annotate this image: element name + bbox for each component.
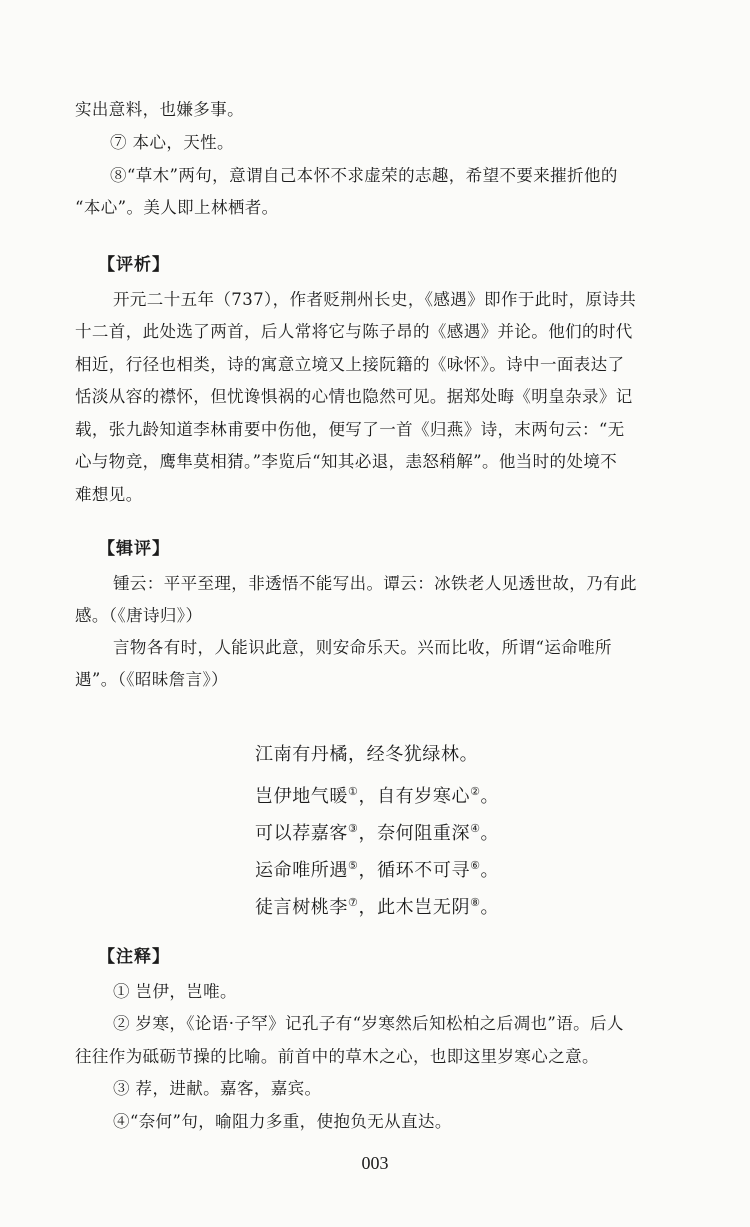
analysis-line: 载，张九龄知道李林甫要中伤他，便写了一首《归燕》诗，末两句云：“无: [75, 420, 625, 439]
notes-heading: 【注释】: [98, 947, 170, 967]
poem-text: 。: [480, 786, 500, 807]
analysis-line: 难想见。: [75, 485, 143, 504]
poem-text: 可以荐嘉客: [255, 823, 348, 844]
footnote-marker: ①: [348, 785, 359, 798]
footnote-marker: ⑦: [348, 896, 359, 909]
poem-text: ，自有岁寒心: [358, 786, 471, 807]
prev-note-line: 实出意料，也嫌多事。: [75, 100, 244, 119]
analysis-line: 十二首，此处选了两首，后人常将它与陈子昂的《感遇》并论。他们的时代: [75, 322, 633, 341]
collected-heading: 【辑评】: [98, 539, 170, 559]
page-number: 003: [361, 1153, 389, 1173]
poem-text: ，奈何阻重深: [358, 823, 471, 844]
note-line: 往往作为砥砺节操的比喻。前首中的草木之心，也即这里岁寒心之意。: [75, 1047, 599, 1066]
poem-text: 江南有丹橘，经冬犹绿林。: [255, 744, 479, 765]
footnote-marker: ②: [470, 785, 481, 798]
poem-line-3: [255, 817, 499, 846]
footnote-marker: ⑥: [470, 859, 481, 872]
poem-text: 岂伊地气暖: [255, 786, 348, 807]
analysis-line: 开元二十五年（737），作者贬荆州长史，《感遇》即作于此时，原诗共: [113, 290, 637, 309]
note-line: ③ 荐，进献。嘉客，嘉宾。: [113, 1079, 322, 1098]
footnote-marker: ⑤: [348, 859, 359, 872]
poem-text: 徒言树桃李: [255, 897, 348, 918]
prev-note-8: ⑧“草木”两句，意谓自己本怀不求虚荣的志趣，希望不要来摧折他的: [110, 166, 618, 185]
analysis-line: 恬淡从容的襟怀，但忧谗惧祸的心情也隐然可见。据郑处晦《明皇杂录》记: [75, 387, 633, 406]
poem-text: ，此木岂无阴: [358, 897, 471, 918]
note-line: ① 岂伊，岂唯。: [113, 982, 237, 1001]
footnote-marker: ⑧: [470, 896, 481, 909]
poem-text: 。: [480, 823, 500, 844]
analysis-line: 心与物竞，鹰隼莫相猜。”李览后“知其必退，恚怒稍解”。他当时的处境不: [75, 452, 618, 471]
poem-line-5: [255, 891, 499, 920]
poem-line-4: [255, 854, 499, 883]
prev-note-7: ⑦ 本心，天性。: [110, 133, 234, 152]
collected-line: 感。（《唐诗归》）: [75, 606, 203, 625]
note-line: ② 岁寒，《论语·子罕》记孔子有“岁寒然后知松柏之后凋也”语。后人: [113, 1014, 624, 1033]
analysis-line: 相近，行径也相类，诗的寓意立境又上接阮籍的《咏怀》。诗中一面表达了: [75, 355, 625, 374]
poem-text: 。: [480, 897, 500, 918]
poem-text: ，循环不可寻: [358, 860, 471, 881]
footnote-marker: ③: [348, 822, 359, 835]
analysis-heading: 【评析】: [98, 255, 170, 275]
poem-line-2: [255, 780, 499, 809]
footnote-marker: ④: [470, 822, 481, 835]
poem-line-1: [255, 743, 478, 767]
collected-line: 遇”。（《昭昧詹言》）: [75, 670, 229, 689]
collected-line: 锺云：平平至理，非透悟不能写出。谭云：冰铁老人见透世故，乃有此: [113, 574, 637, 593]
poem-text: 运命唯所遇: [255, 860, 348, 881]
note-line: ④“奈何”句，喻阻力多重，使抱负无从直达。: [113, 1112, 452, 1131]
prev-note-line: “本心”。美人即上林栖者。: [75, 198, 279, 217]
collected-line: 言物各有时，人能识此意，则安命乐天。兴而比收，所谓“运命唯所: [113, 638, 612, 657]
poem-text: 。: [480, 860, 500, 881]
